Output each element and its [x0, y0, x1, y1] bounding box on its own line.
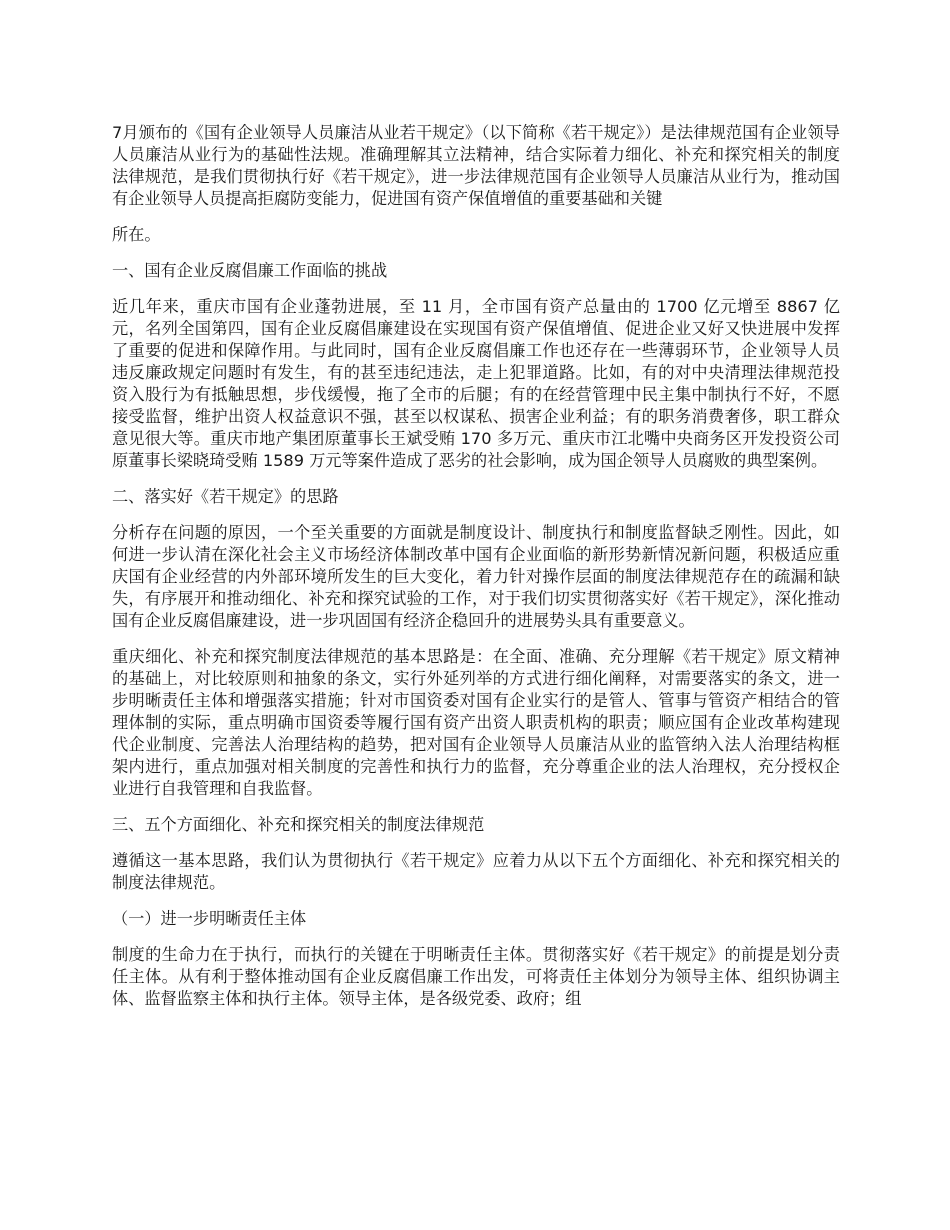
section-heading-3: 三、五个方面细化、补充和探究相关的制度法律规范 — [112, 815, 485, 834]
paragraph-five-aspects: 遵循这一基本思路，我们认为贯彻执行《若干规定》应着力从以下五个方面细化、补充和探究相关的制度法律规范。 — [112, 851, 840, 892]
paragraph-intro: 7月颁布的《国有企业领导人员廉洁从业若干规定》（以下简称《若干规定》）是法律规范国有企业领导人员廉洁从业行为的基础性法规。准确理解其立法精神，结合实际着力细化、补充和探究相关的制度法律规范，是我们贯彻执行好《若干规定》，进一步法律规范国有企业领导人员廉洁从业行为，推动国有企业领导人员提高拒腐防变能力，促进国有资产保值增值的重要基础和关键 — [112, 123, 840, 208]
paragraph-approach: 重庆细化、补充和探究制度法律规范的基本思路是：在全面、准确、充分理解《若干规定》原文精神的基础上，对比较原则和抽象的条文，实行外延列举的方式进行细化阐释，对需要落实的条文，进一步明晰责任主体和增强落实措施；针对市国资委对国有企业实行的是管人、管事与管资产相结合的管理体制的实际，重点明确市国资委等履行国有资产出资人职责机构的职责；顺应国有企业改革构建现代企业制度、完善法人治理结构的趋势，把对国有企业领导人员廉洁从业的监管纳入法人治理结构框架内进行，重点加强对相关制度的完善性和执行力的监督，充分尊重企业的法人治理权，充分授权企业进行自我管理和自我监督。 — [112, 647, 840, 798]
section-heading-1: 一、国有企业反腐倡廉工作面临的挑战 — [112, 261, 388, 280]
document-page — [112, 122, 840, 1024]
subsection-heading-1: （一）进一步明晰责任主体 — [112, 909, 307, 928]
paragraph-responsibility: 制度的生命力在于执行，而执行的关键在于明晰责任主体。贯彻落实好《若干规定》的前提是划分责任主体。从有利于整体推动国有企业反腐倡廉工作出发，可将责任主体划分为领导主体、组织协调主体、监督监察主体和执行主体。领导主体，是各级党委、政府；组 — [112, 945, 840, 1008]
paragraph-challenges: 近几年来，重庆市国有企业蓬勃进展，至 11 月，全市国有资产总量由的 1700 亿元增至 8867 亿元，名列全国第四，国有企业反腐倡廉建设在实现国有资产保值增值、促进企业又好又快进展中发挥了重要的促进和保障作用。与此同时，国有企业反腐倡廉工作也还存在一些薄弱环节，企业领导人员违反廉政规定问题时有发生，有的甚至违纪违法，走上犯罪道路。比如，有的对中央清理法律规范投资入股行为有抵触思想，步伐缓慢，拖了全市的后腿；有的在经营管理中民主集中制执行不好，不愿接受监督，维护出资人权益意识不强，甚至以权谋私、损害企业利益；有的职务消费奢侈，职工群众意见很大等。重庆市地产集团原董事长王斌受贿 170 多万元、重庆市江北嘴中央商务区开发投资公司原董事长梁晓琦受贿 1589 万元等案件造成了恶劣的社会影响，成为国企领导人员腐败的典型案例。 — [112, 297, 840, 470]
paragraph-intro-end: 所在。 — [112, 225, 161, 244]
section-heading-2: 二、落实好《若干规定》的思路 — [112, 487, 339, 506]
paragraph-causes: 分析存在问题的原因，一个至关重要的方面就是制度设计、制度执行和制度监督缺乏刚性。因此，如何进一步认清在深化社会主义市场经济体制改革中国有企业面临的新形势新情况新问题，积极适应重庆国有企业经营的内外部环境所发生的巨大变化，着力针对操作层面的制度法律规范存在的疏漏和缺失，有序展开和推动细化、补充和探究试验的工作，对于我们切实贯彻落实好《若干规定》，深化推动国有企业反腐倡廉建设，进一步巩固国有经济企稳回升的进展势头具有重要意义。 — [112, 523, 840, 630]
